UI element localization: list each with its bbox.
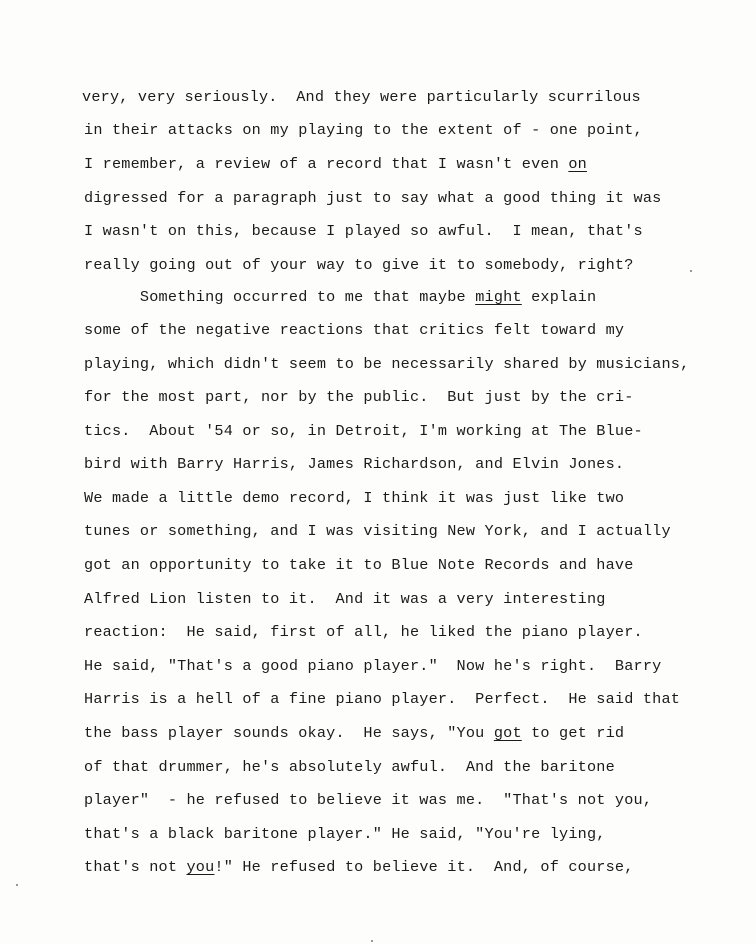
text-line bbox=[84, 121, 643, 139]
text-run: of that drummer, he's absolutely awful. And the baritone bbox=[84, 758, 615, 776]
text-line bbox=[84, 222, 643, 240]
text-line bbox=[84, 522, 671, 540]
text-line bbox=[84, 256, 634, 274]
text-run: that's not bbox=[84, 858, 187, 876]
text-run: bird with Barry Harris, James Richardson, and Elvin Jones. bbox=[84, 455, 625, 473]
text-run: really going out of your way to give it to somebody, right? bbox=[84, 256, 634, 274]
text-line bbox=[84, 189, 661, 207]
text-run: the bass player sounds okay. He says, "You bbox=[84, 724, 494, 742]
text-line bbox=[84, 388, 634, 406]
text-run: tics. About '54 or so, in Detroit, I'm working at The Blue- bbox=[84, 422, 643, 440]
text-run: very, very seriously. And they were particularly scurrilous bbox=[82, 88, 641, 106]
text-line bbox=[84, 858, 634, 876]
text-run: He said, "That's a good piano player." Now he's right. Barry bbox=[84, 657, 662, 675]
text-run: reaction: He said, first of all, he liked the piano player. bbox=[84, 623, 643, 641]
text-run: got an opportunity to take it to Blue Note Records and have bbox=[84, 556, 634, 574]
text-run: playing, which didn't seem to be necessarily shared by musicians, bbox=[84, 355, 690, 373]
text-line bbox=[82, 88, 641, 106]
text-line bbox=[84, 288, 596, 306]
text-run: We made a little demo record, I think it was just like two bbox=[84, 489, 625, 507]
text-run: digressed for a paragraph just to say what a good thing it was bbox=[84, 189, 662, 207]
text-line bbox=[84, 657, 661, 675]
underlined-word: might bbox=[475, 288, 522, 306]
text-line bbox=[84, 422, 643, 440]
text-run: for the most part, nor by the public. But just by the cri- bbox=[84, 388, 634, 406]
text-run: player" - he refused to believe it was me. "That's not you, bbox=[84, 791, 653, 809]
scan-speck bbox=[371, 940, 373, 942]
text-line bbox=[84, 825, 606, 843]
text-run: in their attacks on my playing to the extent of - one point, bbox=[84, 121, 643, 139]
text-line bbox=[84, 489, 624, 507]
text-run: Harris is a hell of a fine piano player. Perfect. He said that bbox=[84, 690, 681, 708]
text-run: !" He refused to believe it. And, of course, bbox=[214, 858, 634, 876]
underlined-word: got bbox=[493, 724, 522, 742]
text-line bbox=[84, 155, 587, 173]
text-run: to get rid bbox=[521, 724, 625, 742]
underlined-word: on bbox=[568, 155, 587, 173]
text-line bbox=[84, 690, 680, 708]
text-line bbox=[84, 791, 652, 809]
text-run: I wasn't on this, because I played so awful. I mean, that's bbox=[84, 222, 643, 240]
text-line bbox=[84, 758, 615, 776]
text-line bbox=[84, 623, 643, 641]
text-run: some of the negative reactions that critics felt toward my bbox=[84, 321, 625, 339]
scan-speck bbox=[690, 270, 692, 272]
text-run: that's a black baritone player." He said, "You're lying, bbox=[84, 825, 606, 843]
text-line bbox=[84, 556, 634, 574]
text-run: explain bbox=[521, 288, 597, 306]
text-line bbox=[84, 455, 624, 473]
text-run: tunes or something, and I was visiting New York, and I actually bbox=[84, 522, 671, 540]
underlined-word: you bbox=[186, 858, 215, 876]
text-line bbox=[84, 724, 624, 742]
scan-speck bbox=[16, 884, 18, 886]
text-line bbox=[84, 355, 689, 373]
text-run: Alfred Lion listen to it. And it was a very interesting bbox=[84, 590, 606, 608]
text-line bbox=[84, 590, 606, 608]
text-run: I remember, a review of a record that I wasn't even bbox=[84, 155, 569, 173]
text-run: Something occurred to me that maybe bbox=[84, 288, 476, 306]
text-line bbox=[84, 321, 624, 339]
